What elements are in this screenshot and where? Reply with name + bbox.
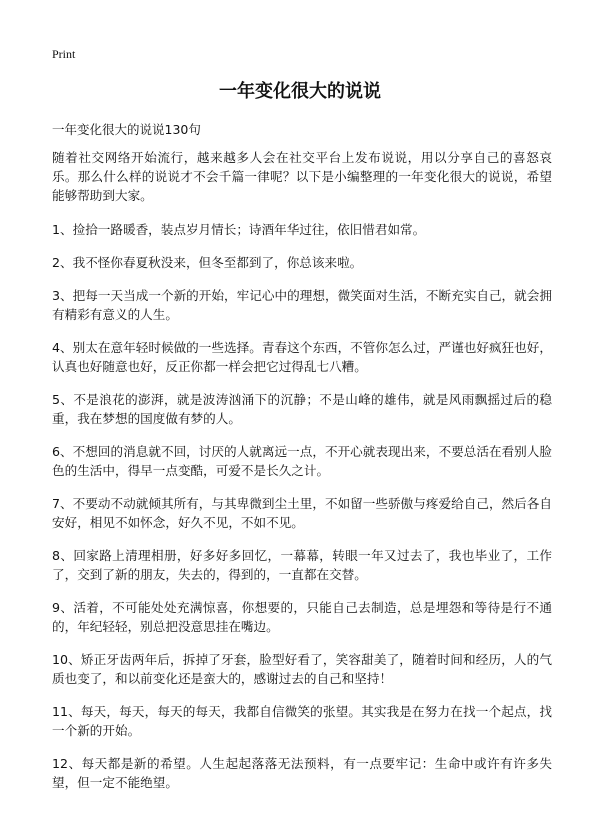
print-link[interactable]: Print <box>52 47 76 61</box>
page-title: 一年变化很大的说说 <box>219 81 381 102</box>
list-item: 7、不要动不动就倾其所有，与其卑微到尘土里，不如留一些骄傲与疼爱给自己，然后各自安好，相见不如怀念，好久不见，不如不见。 <box>52 496 552 530</box>
list-item: 6、不想回的消息就不回，讨厌的人就离远一点，不开心就表现出来，不要总活在看别人脸色的生活中，得早一点变酷，可爱不是长久之计。 <box>52 444 552 478</box>
list-item: 1、捡拾一路暖香，装点岁月情长；诗酒年华过往，依旧惜君如常。 <box>52 222 426 237</box>
list-item: 11、每天，每天，每天的每天，我都自信微笑的张望。其实我是在努力在找一个起点，找一个新的开始。 <box>52 704 552 738</box>
article-body <box>52 148 552 806</box>
list-item: 12、每天都是新的希望。人生起起落落无法预料，有一点要牢记：生命中或许有许多失望，但一定不能绝望。 <box>52 756 552 790</box>
list-item: 4、别太在意年轻时候做的一些选择。青春这个东西，不管你怎么过，严谨也好疯狂也好，认真也好随意也好，反正你都一样会把它过得乱七八糟。 <box>52 340 552 374</box>
list-item: 2、我不怪你春夏秋没来，但冬至都到了，你总该来啦。 <box>52 255 363 270</box>
list-item: 10、矫正牙齿两年后，拆掉了牙套，脸型好看了，笑容甜美了，随着时间和经历，人的气质也变了，和以前变化还是蛮大的，感谢过去的自己和坚持！ <box>52 652 552 686</box>
list-item: 9、活着，不可能处处充满惊喜，你想要的，只能自己去制造，总是埋怨和等待是行不通的，年纪轻轻，别总把没意思挂在嘴边。 <box>52 600 552 634</box>
list-item: 3、把每一天当成一个新的开始，牢记心中的理想，微笑面对生活，不断充实自己，就会拥有精彩有意义的人生。 <box>52 288 552 322</box>
list-item: 8、回家路上清理相册，好多好多回忆，一幕幕，转眼一年又过去了，我也毕业了，工作了，交到了新的朋友，失去的，得到的，一直都在交替。 <box>52 548 552 582</box>
article-subtitle: 一年变化很大的说说130句 <box>52 122 201 137</box>
list-item: 5、不是浪花的澎湃，就是波涛汹涌下的沉静；不是山峰的雄伟，就是风雨飘摇过后的稳重，我在梦想的国度做有梦的人。 <box>52 392 552 426</box>
intro-paragraph: 随着社交网络开始流行，越来越多人会在社交平台上发布说说，用以分享自己的喜怒哀乐。那么什么样的说说才不会千篇一律呢？以下是小编整理的一年变化很大的说说，希望能够帮助到大家。 <box>52 150 552 203</box>
